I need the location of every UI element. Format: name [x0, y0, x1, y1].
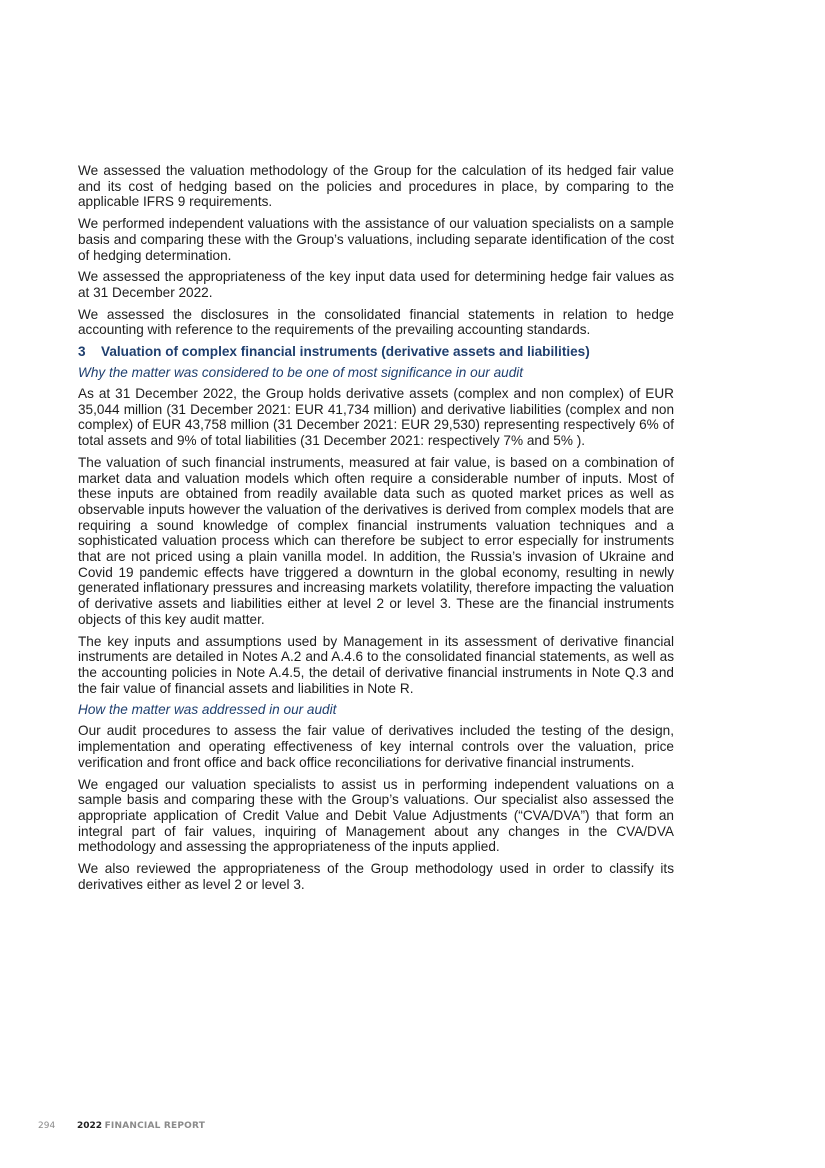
page-number: 294 [38, 1121, 56, 1131]
page-content [78, 163, 674, 898]
paragraph: We assessed the disclosures in the consolidated financial statements in relation to hedge accounting with reference to the requirements of the prevailing accounting standards. [78, 306, 674, 338]
section-title: Valuation of complex financial instruments (derivative assets and liabilities) [101, 344, 590, 360]
paragraph: We also reviewed the appropriateness of the Group methodology used in order to classify its derivatives either as level 2 or level 3. [78, 861, 674, 892]
section-heading [78, 344, 674, 360]
page-footer [38, 1119, 205, 1132]
why-subheading: Why the matter was considered to be one of most significance in our audit [78, 365, 524, 381]
paragraph: As at 31 December 2022, the Group holds derivative assets (complex and non complex) of EUR 35,044 million (31 December 2021: EUR 41,734 million) and derivative liabilities (complex and non complex) of EUR 43,758 million (31 December 2021: EUR 29,530) representing respectively 6% of total assets and 9% of total liabilities (31 December 2021: respectively 7% and 5% ). [78, 386, 674, 449]
how-subheading: How the matter was addressed in our audit [78, 702, 337, 718]
paragraph: We assessed the valuation methodology of the Group for the calculation of its hedged fair value and its cost of hedging based on the policies and procedures in place, by comparing to the applicable IFRS 9 requirements. [78, 163, 674, 210]
section-number: 3 [78, 344, 86, 360]
paragraph: The valuation of such financial instruments, measured at fair value, is based on a combination of market data and valuation models which often require a considerable number of inputs. Most of these inputs are obtained from readily available data such as quoted market prices as well as observable inputs however the valuation of the derivatives is derived from complex models that are requiring a sound knowledge of complex financial instruments valuation techniques and a sophisticated valuation process which can therefore be subject to error especially for instruments that are not priced using a plain vanilla model. In addition, the Russia’s invasion of Ukraine and Covid 19 pandemic effects have triggered a downturn in the global economy, resulting in newly generated inflationary pressures and increasing markets volatility, therefore impacting the valuation of derivative assets and liabilities either at level 2 or level 3. These are the financial instruments objects of this key audit matter. [78, 454, 674, 627]
paragraph: Our audit procedures to assess the fair value of derivatives included the testing of the design, implementation and operating effectiveness of key internal controls over the valuation, price verification and front office and back office reconciliations for derivative financial instruments. [78, 723, 674, 770]
paragraph: We performed independent valuations with the assistance of our valuation specialists on a sample basis and comparing these with the Group’s valuations, including separate identification of the cost of hedging determination. [78, 216, 674, 263]
report-year: 2022 [77, 1121, 103, 1131]
paragraph: We assessed the appropriateness of the key input data used for determining hedge fair values as at 31 December 2022. [78, 269, 674, 300]
paragraph: The key inputs and assumptions used by Management in its assessment of derivative financial instruments are detailed in Notes A.2 and A.4.6 to the consolidated financial statements, as well as the accounting policies in Note A.4.5, the detail of derivative financial instruments in Note Q.3 and the fair value of financial assets and liabilities in Note R. [78, 633, 674, 696]
paragraph: We engaged our valuation specialists to assist us in performing independent valuations on a sample basis and comparing these with the Group’s valuations. Our specialist also assessed the appropriate application of Credit Value and Debit Value Adjustments (“CVA/DVA”) that form an integral part of fair values, inquiring of Management about any changes in the CVA/DVA methodology and assessing the appropriateness of the inputs applied. [78, 776, 674, 855]
report-title: FINANCIAL REPORT [104, 1121, 206, 1131]
